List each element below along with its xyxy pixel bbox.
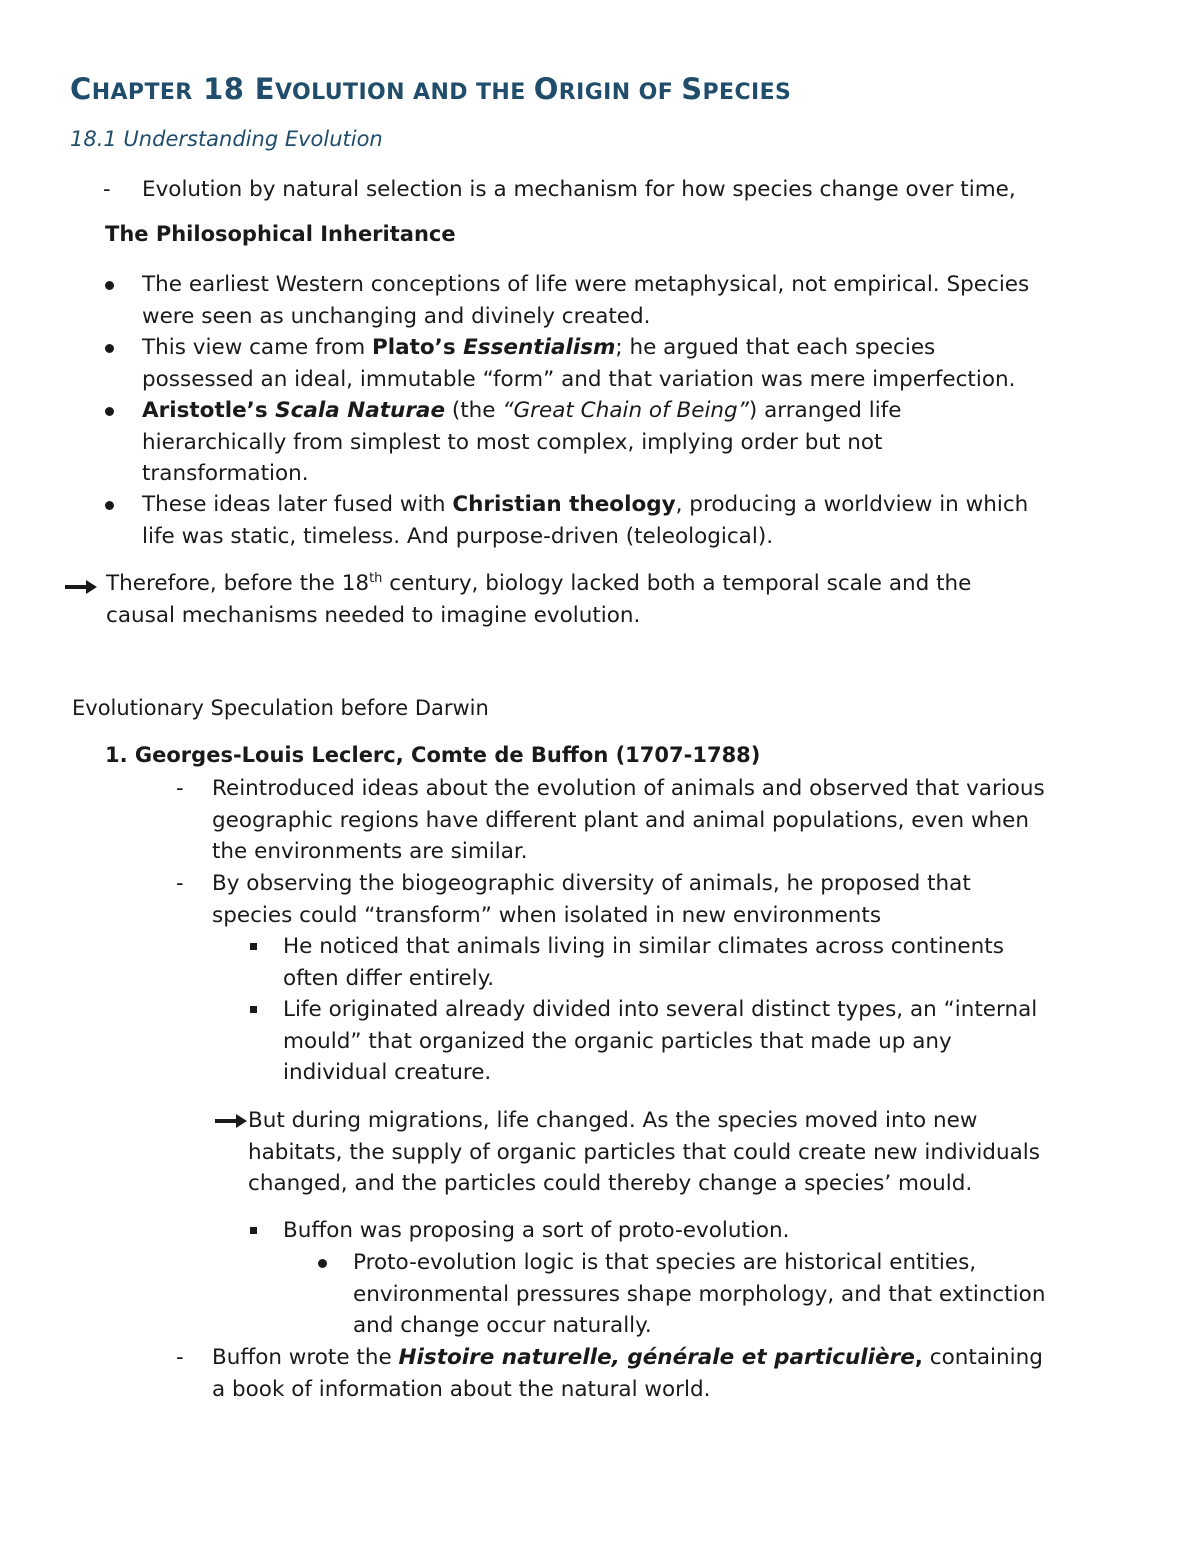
dash-marker: -	[176, 776, 184, 800]
section-heading-speculation: Evolutionary Speculation before Darwin	[72, 696, 489, 720]
bullet-item-aristotle: Aristotle’s Scala Naturae (the “Great Chain of Being”) arranged life hierarchically from simplest to most complex, implying order but not transformation.	[142, 398, 902, 486]
bullet-item-earliest: The earliest Western conceptions of life were metaphysical, not empirical. Species were seen as unchanging and divinely created.	[142, 272, 1030, 329]
arrow-right-icon	[214, 1113, 248, 1129]
bullet-icon	[105, 407, 114, 416]
bullet-icon	[105, 344, 114, 353]
arrow-right-icon	[64, 579, 98, 595]
sub-item-proto-evolution: Buffon was proposing a sort of proto-evolution.	[283, 1218, 790, 1243]
intro-text: Evolution by natural selection is a mechanism for how species change over time,	[142, 177, 1016, 202]
bullet-icon	[105, 281, 114, 290]
dash-item-histoire: Buffon wrote the Histoire naturelle, générale et particulière, containing a book of information about the natural world.	[212, 1345, 1043, 1402]
bullet-icon	[105, 501, 114, 510]
section-subtitle: 18.1 Understanding Evolution	[70, 127, 383, 151]
bullet-icon	[318, 1259, 327, 1268]
square-bullet-icon	[250, 1006, 257, 1013]
chapter-title: CHAPTER 18 EVOLUTION AND THE ORIGIN OF SPECIES	[70, 72, 792, 106]
bullet-item-christian: These ideas later fused with Christian theology, producing a worldview in which life was static, timeless. And purpose-driven (teleological).	[142, 492, 1029, 549]
sub-item-climates: He noticed that animals living in similar climates across continents often differ entirely.	[283, 934, 1004, 991]
sub-item-mould: Life originated already divided into several distinct types, an “internal mould” that organized the organic particles that made up any individual creature.	[283, 997, 1038, 1085]
numbered-item-buffon: 1. Georges-Louis Leclerc, Comte de Buffon (1707-1788)	[105, 743, 761, 767]
dash-item-biogeographic: By observing the biogeographic diversity of animals, he proposed that species could “transform” when isolated in new environments	[212, 871, 971, 928]
arrow-item-migrations: But during migrations, life changed. As the species moved into new habitats, the supply of organic particles that could create new individuals changed, and the particles could thereby change a species’ mould.	[248, 1108, 1040, 1196]
section-heading-philosophy: The Philosophical Inheritance	[105, 222, 456, 246]
sub-sub-item-logic: Proto-evolution logic is that species are historical entities, environmental pressures shape morphology, and that extinction and change occur naturally.	[353, 1250, 1046, 1338]
dash-marker: -	[176, 1345, 184, 1369]
conclusion-text: Therefore, before the 18th century, biology lacked both a temporal scale and the causal mechanisms needed to imagine evolution.	[106, 570, 972, 628]
square-bullet-icon	[250, 943, 257, 950]
square-bullet-icon	[250, 1227, 257, 1234]
dash-marker: -	[103, 177, 111, 201]
dash-item-reintroduced: Reintroduced ideas about the evolution of animals and observed that various geographic regions have different plant and animal populations, even when the environments are similar.	[212, 776, 1045, 864]
bullet-item-plato: This view came from Plato’s Essentialism; he argued that each species possessed an ideal, immutable “form” and that variation was mere imperfection.	[142, 335, 1016, 392]
dash-marker: -	[176, 871, 184, 895]
